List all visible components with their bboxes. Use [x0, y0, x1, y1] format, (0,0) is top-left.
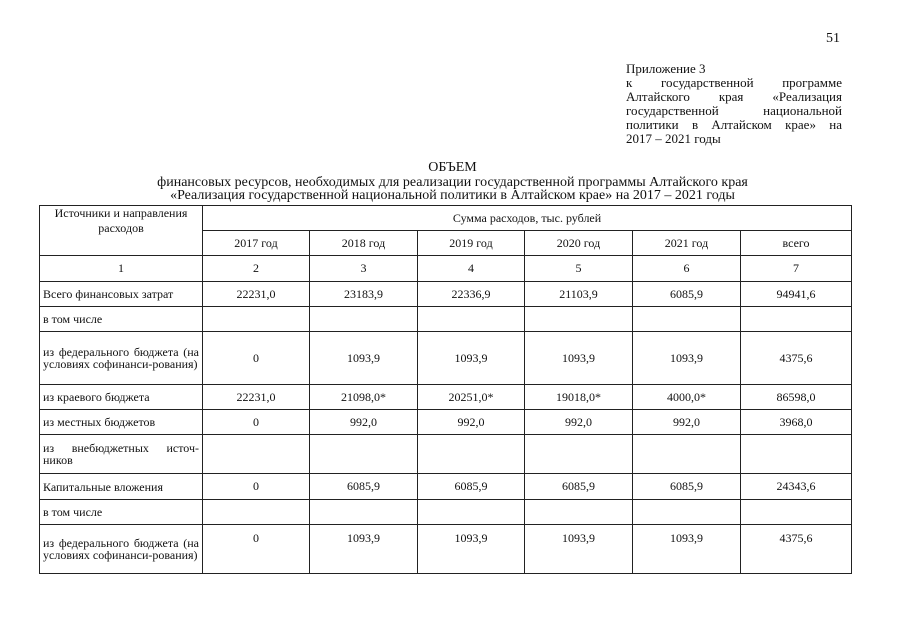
- page-number: 51: [826, 31, 840, 46]
- column-number: 2: [203, 256, 310, 282]
- table-cell: [741, 500, 852, 525]
- appendix-line: 2017 – 2021 годы: [626, 131, 721, 146]
- document-title: ОБЪЕМ: [428, 160, 477, 175]
- document-subtitle-line: «Реализация государственной национальной политики в Алтайском крае» на 2017 – 2021 годы: [170, 188, 735, 203]
- row-label: из местных бюджетов: [40, 410, 203, 435]
- column-number: 7: [741, 256, 852, 282]
- table-cell: 22336,9: [418, 282, 525, 307]
- column-number: 1: [40, 256, 203, 282]
- header-total: всего: [741, 231, 852, 256]
- table-cell: 992,0: [633, 410, 741, 435]
- table-cell: [203, 435, 310, 474]
- column-number: 6: [633, 256, 741, 282]
- header-source: Источники и направления расходов: [40, 206, 203, 256]
- table-cell: [310, 435, 418, 474]
- table-cell: [203, 500, 310, 525]
- header-year: 2018 год: [310, 231, 418, 256]
- table-cell: [203, 307, 310, 332]
- table-cell: [633, 435, 741, 474]
- appendix-note: [626, 62, 842, 146]
- table-row: [40, 282, 852, 307]
- table-cell: 94941,6: [741, 282, 852, 307]
- table-cell: [525, 500, 633, 525]
- table-cell: 1093,9: [418, 332, 525, 385]
- header-year: 2021 год: [633, 231, 741, 256]
- table-cell: [633, 307, 741, 332]
- row-label: Всего финансовых затрат: [40, 282, 203, 307]
- table-cell: 1093,9: [418, 525, 525, 574]
- table-row: [40, 332, 852, 385]
- table-cell: 86598,0: [741, 385, 852, 410]
- table-cell: [418, 500, 525, 525]
- row-label: из федерального бюджета (на условиях софинанси-рования): [40, 525, 203, 574]
- table-cell: 3968,0: [741, 410, 852, 435]
- table-row: [40, 474, 852, 500]
- row-label: из федерального бюджета (на условиях софинанси-рования): [40, 332, 203, 385]
- appendix-line: государственной национальной: [626, 103, 842, 118]
- table-cell: 6085,9: [633, 282, 741, 307]
- appendix-line: Алтайского края «Реализация: [626, 89, 842, 104]
- table-row: [40, 385, 852, 410]
- table-cell: [741, 435, 852, 474]
- appendix-line: к государственной программе: [626, 75, 842, 90]
- table-cell: 6085,9: [310, 474, 418, 500]
- appendix-line: Приложение 3: [626, 61, 706, 76]
- table-cell: 22231,0: [203, 282, 310, 307]
- header-sum: Сумма расходов, тыс. рублей: [203, 206, 852, 231]
- header-year: 2017 год: [203, 231, 310, 256]
- document-subtitle-line: финансовых ресурсов, необходимых для реализации государственной программы Алтайского края: [157, 175, 748, 190]
- table-cell: 0: [203, 525, 310, 574]
- table-row: [40, 435, 852, 474]
- header-year: 2020 год: [525, 231, 633, 256]
- table-cell: [525, 435, 633, 474]
- table-cell: 6085,9: [525, 474, 633, 500]
- column-number: 4: [418, 256, 525, 282]
- table-cell: 4000,0*: [633, 385, 741, 410]
- appendix-line: политики в Алтайском крае» на: [626, 117, 842, 132]
- table-cell: 1093,9: [310, 332, 418, 385]
- table-cell: 21098,0*: [310, 385, 418, 410]
- table-cell: 992,0: [418, 410, 525, 435]
- table-cell: 992,0: [525, 410, 633, 435]
- table-row: [40, 525, 852, 574]
- table-row: [40, 410, 852, 435]
- table-row: [40, 307, 852, 332]
- table-cell: 992,0: [310, 410, 418, 435]
- table-cell: 0: [203, 410, 310, 435]
- table-cell: [741, 307, 852, 332]
- table-cell: [633, 500, 741, 525]
- table-cell: 23183,9: [310, 282, 418, 307]
- table-cell: 19018,0*: [525, 385, 633, 410]
- table-cell: 4375,6: [741, 332, 852, 385]
- table-cell: [310, 307, 418, 332]
- table-cell: [310, 500, 418, 525]
- financial-table: [39, 205, 852, 574]
- table-cell: 1093,9: [633, 332, 741, 385]
- row-label: из краевого бюджета: [40, 385, 203, 410]
- table-cell: 4375,6: [741, 525, 852, 574]
- table-cell: 1093,9: [525, 525, 633, 574]
- table-cell: 22231,0: [203, 385, 310, 410]
- column-number: 5: [525, 256, 633, 282]
- header-year: 2019 год: [418, 231, 525, 256]
- column-number-row: [40, 256, 852, 282]
- table-cell: 1093,9: [633, 525, 741, 574]
- table-row: [40, 500, 852, 525]
- table-cell: 24343,6: [741, 474, 852, 500]
- row-label: из внебюджетных источ-ников: [40, 435, 203, 474]
- table-cell: 0: [203, 332, 310, 385]
- table-cell: 20251,0*: [418, 385, 525, 410]
- table-cell: 21103,9: [525, 282, 633, 307]
- table-cell: 6085,9: [633, 474, 741, 500]
- table-cell: [418, 307, 525, 332]
- table-cell: [525, 307, 633, 332]
- table-cell: 1093,9: [525, 332, 633, 385]
- table-cell: 6085,9: [418, 474, 525, 500]
- row-label: в том числе: [40, 500, 203, 525]
- row-label: Капитальные вложения: [40, 474, 203, 500]
- table-cell: 1093,9: [310, 525, 418, 574]
- row-label: в том числе: [40, 307, 203, 332]
- column-number: 3: [310, 256, 418, 282]
- table-cell: [418, 435, 525, 474]
- table-cell: 0: [203, 474, 310, 500]
